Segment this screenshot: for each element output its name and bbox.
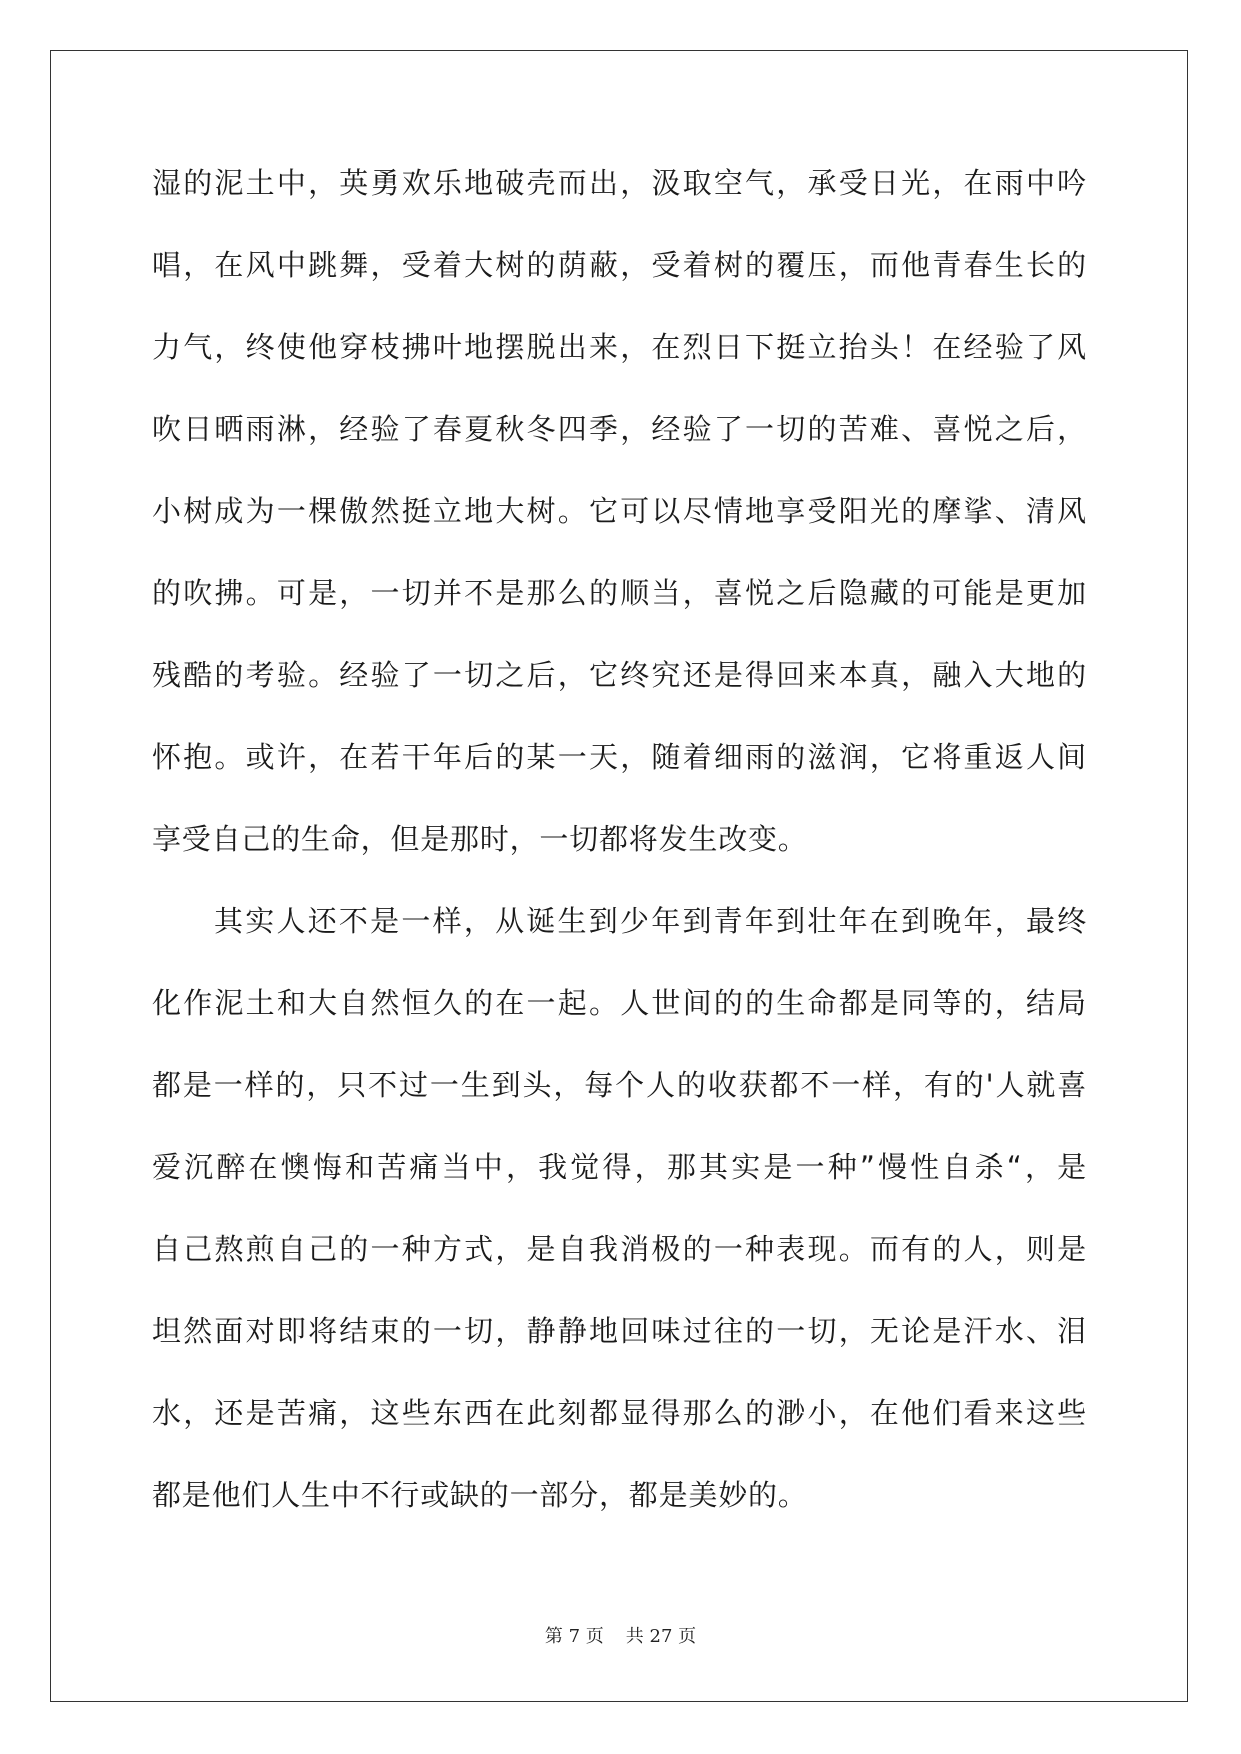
text-line: 吹日晒雨淋，经验了春夏秋冬四季，经验了一切的苦难、喜悦之后， <box>152 412 1087 446</box>
text-line-indented: 其实人还不是一样，从诞生到少年到青年到壮年在到晚年，最终 <box>214 904 1087 938</box>
text-line: 享受自己的生命，但是那时，一切都将发生改变。 <box>152 822 808 856</box>
text-line: 自己熬煎自己的一种方式，是自我消极的一种表现。而有的人，则是 <box>152 1232 1087 1266</box>
page-footer <box>0 1622 1241 1648</box>
text-line: 湿的泥土中，英勇欢乐地破壳而出，汲取空气，承受日光，在雨中吟 <box>152 166 1087 200</box>
page-number: 第 7 页 <box>544 1626 604 1647</box>
text-line: 坦然面对即将结束的一切，静静地回味过往的一切，无论是汗水、泪 <box>152 1314 1087 1348</box>
text-line: 都是一样的，只不过一生到头，每个人的收获都不一样，有的'人就喜 <box>152 1068 1087 1102</box>
text-line: 化作泥土和大自然恒久的在一起。人世间的的生命都是同等的，结局 <box>152 986 1087 1020</box>
text-line: 小树成为一棵傲然挺立地大树。它可以尽情地享受阳光的摩挲、清风 <box>152 494 1087 528</box>
text-line: 水，还是苦痛，这些东西在此刻都显得那么的渺小，在他们看来这些 <box>152 1396 1087 1430</box>
body-text <box>152 158 1087 1552</box>
text-line: 的吹拂。可是，一切并不是那么的顺当，喜悦之后隐藏的可能是更加 <box>152 576 1087 610</box>
text-line: 怀抱。或许，在若干年后的某一天，随着细雨的滋润，它将重返人间 <box>152 740 1087 774</box>
text-line: 爱沉醉在懊悔和苦痛当中，我觉得，那其实是一种”慢性自杀“，是 <box>152 1150 1087 1184</box>
text-line: 力气，终使他穿枝拂叶地摆脱出来，在烈日下挺立抬头！在经验了风 <box>152 330 1087 364</box>
text-line: 唱，在风中跳舞，受着大树的荫蔽，受着树的覆压，而他青春生长的 <box>152 248 1087 282</box>
text-line: 残酷的考验。经验了一切之后，它终究还是得回来本真，融入大地的 <box>152 658 1087 692</box>
text-line: 都是他们人生中不行或缺的一部分，都是美妙的。 <box>152 1478 808 1512</box>
page-total: 共 27 页 <box>625 1626 697 1647</box>
